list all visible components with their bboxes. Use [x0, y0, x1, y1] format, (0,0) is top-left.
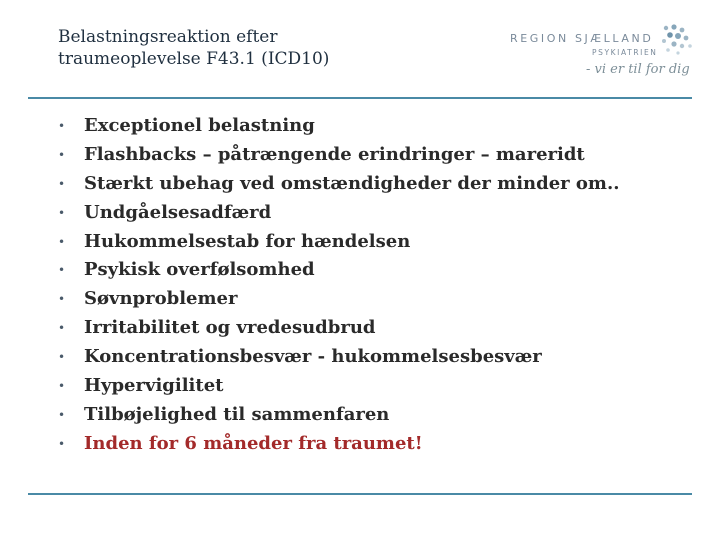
- bullet-icon: •: [58, 119, 66, 133]
- slide-title-line2: [58, 48, 478, 70]
- slide-title-code: traumeoplevelse F43.1: [58, 49, 256, 69]
- list-item: [56, 141, 696, 170]
- list-item-highlight: [56, 430, 696, 459]
- list-item: [56, 112, 696, 141]
- bullet-icon: •: [58, 321, 66, 336]
- list-item-text: Hukommelsestab for hændelsen: [84, 230, 411, 252]
- slide-title: [58, 26, 478, 70]
- list-item-text: Inden for 6 måneder fra traumet!: [84, 432, 423, 454]
- bullet-icon: •: [58, 147, 66, 162]
- list-item-text: Flashbacks – påtrængende erindringer – mareridt: [84, 143, 585, 165]
- slide-title-icd: (ICD10): [255, 49, 330, 69]
- list-item-text: Undgåelsesadfærd: [84, 201, 272, 223]
- list-item-text: Psykisk overfølsomhed: [84, 259, 315, 281]
- region-sjaelland-logo: [506, 24, 696, 90]
- list-item: [56, 256, 696, 285]
- list-item-text: Hypervigilitet: [84, 375, 224, 397]
- bullet-icon: •: [58, 379, 66, 394]
- logo-dots-icon: [654, 24, 696, 64]
- list-item: [56, 314, 696, 343]
- logo-psykiatrien-text: PSYKIATRIEN: [592, 48, 658, 57]
- list-item: [56, 343, 696, 372]
- bullet-icon: •: [58, 407, 66, 422]
- logo-region-text: REGION SJÆLLAND: [510, 32, 654, 45]
- bullet-list: [56, 112, 696, 459]
- bullet-icon: •: [58, 234, 66, 249]
- bottom-divider: [28, 493, 692, 495]
- bullet-icon: •: [58, 176, 66, 191]
- list-item-text: Irritabilitet og vredesudbrud: [84, 317, 376, 339]
- slide-title-line1: Belastningsreaktion efter: [58, 27, 278, 47]
- list-item-text: Stærkt ubehag ved omstændigheder der minder om..: [84, 172, 620, 194]
- list-item-text: Søvnproblemer: [84, 288, 238, 310]
- top-divider: [28, 97, 692, 99]
- list-item: [56, 199, 696, 228]
- bullet-icon: •: [58, 205, 66, 220]
- bullet-icon: •: [58, 436, 66, 451]
- list-item-text: Tilbøjelighed til sammenfaren: [84, 403, 390, 425]
- list-item-text: Koncentrationsbesvær - hukommelsesbesvær: [84, 346, 542, 368]
- bullet-icon: •: [58, 350, 66, 365]
- bullet-icon: •: [58, 292, 66, 307]
- list-item: [56, 228, 696, 257]
- list-item: [56, 372, 696, 401]
- list-item: [56, 401, 696, 430]
- logo-tagline: - vi er til for dig: [586, 62, 690, 77]
- bullet-icon: •: [58, 263, 66, 278]
- list-item: [56, 170, 696, 199]
- list-item: [56, 285, 696, 314]
- list-item-text: Exceptionel belastning: [84, 115, 315, 136]
